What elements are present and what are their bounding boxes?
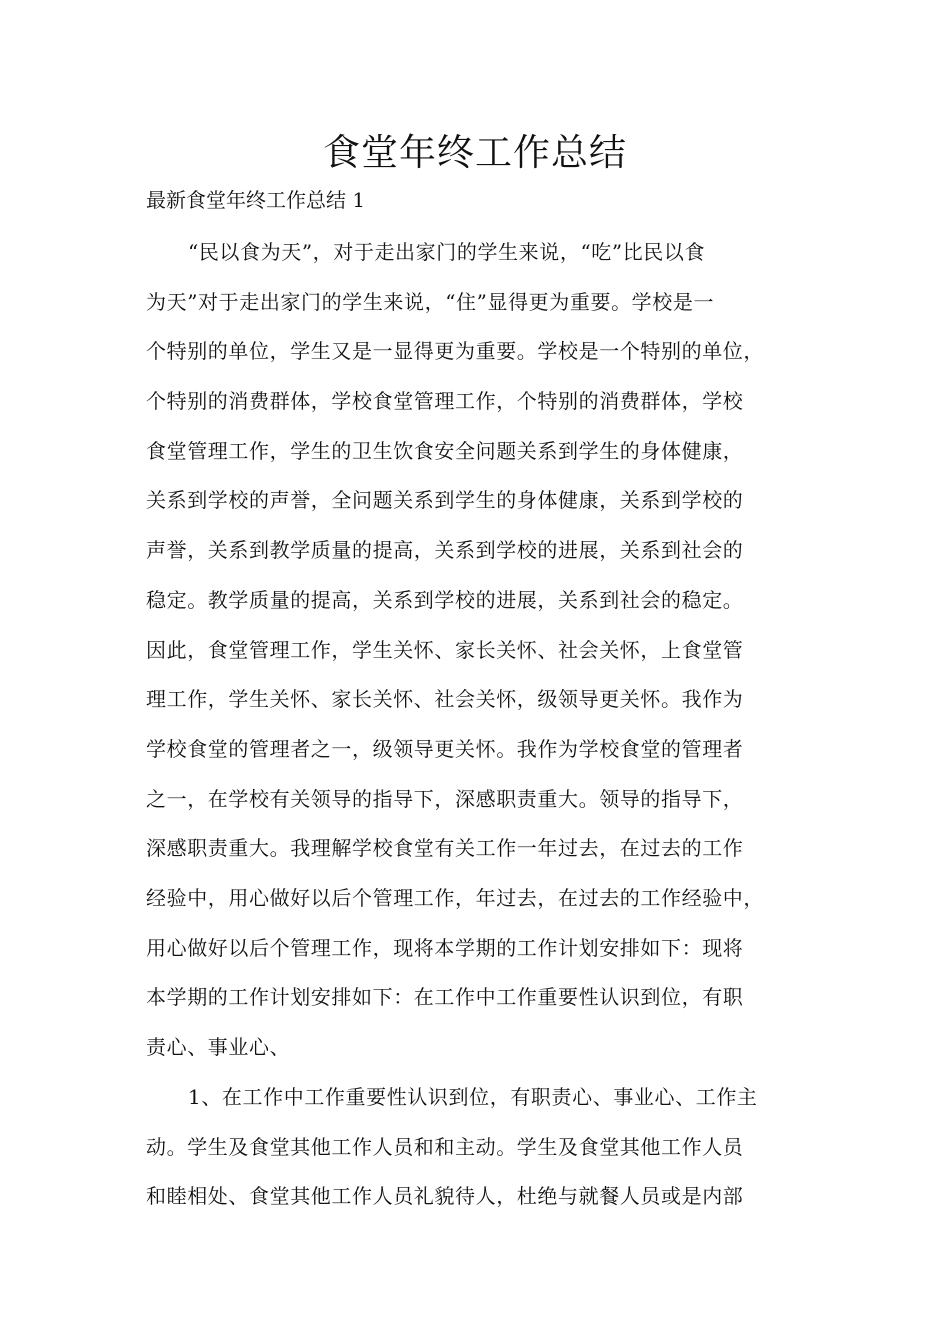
- paragraph-line: 用心做好以后个管理工作，现将本学期的工作计划安排如下：现将: [146, 935, 744, 960]
- paragraph-line: 食堂管理工作，学生的卫生饮食安全问题关系到学生的身体健康，: [146, 438, 744, 463]
- paragraph-line: 个特别的单位，学生又是一显得更为重要。学校是一个特别的单位，: [146, 339, 764, 364]
- paragraph-line: “民以食为天”，对于走出家门的学生来说，“吃”比民以食: [188, 240, 706, 264]
- document-subtitle: 最新食堂年终工作总结 1: [146, 188, 366, 212]
- paragraph-line: 1、在工作中工作重要性认识到位，有职责心、事业心、工作主: [188, 1085, 758, 1109]
- paragraph-line: 为天”对于走出家门的学生来说，“住”显得更为重要。学校是一: [146, 289, 715, 314]
- paragraph-line: 因此，食堂管理工作，学生关怀、家长关怀、社会关怀，上食堂管: [146, 637, 744, 662]
- document-title: 食堂年终工作总结: [323, 131, 627, 174]
- paragraph-line: 声誉，关系到教学质量的提高，关系到学校的进展，关系到社会的: [146, 538, 744, 563]
- paragraph-line: 关系到学校的声誉，全问题关系到学生的身体健康，关系到学校的: [146, 488, 744, 513]
- paragraph-1: [146, 228, 826, 1073]
- paragraph-line: 动。学生及食堂其他工作人员和和主动。学生及食堂其他工作人员: [146, 1134, 744, 1159]
- paragraph-line: 稳定。教学质量的提高，关系到学校的进展，关系到社会的稳定。: [146, 587, 744, 612]
- paragraph-line: 理工作，学生关怀、家长关怀、社会关怀，级领导更关怀。我作为: [146, 687, 744, 712]
- paragraph-line: 和睦相处、食堂其他工作人员礼貌待人，杜绝与就餐人员或是内部: [146, 1184, 744, 1209]
- paragraph-line: 经验中，用心做好以后个管理工作，年过去，在过去的工作经验中，: [146, 885, 764, 910]
- paragraph-line: 学校食堂的管理者之一，级领导更关怀。我作为学校食堂的管理者: [146, 736, 744, 761]
- paragraph-line: 个特别的消费群体，学校食堂管理工作，个特别的消费群体，学校: [146, 389, 744, 414]
- paragraph-2: [146, 1073, 826, 1222]
- paragraph-line: 深感职责重大。我理解学校食堂有关工作一年过去，在过去的工作: [146, 836, 744, 861]
- paragraph-line: 责心、事业心、: [146, 1035, 291, 1059]
- paragraph-line: 之一，在学校有关领导的指导下，深感职责重大。领导的指导下，: [146, 786, 744, 811]
- paragraph-line: 本学期的工作计划安排如下：在工作中工作重要性认识到位，有职: [146, 985, 744, 1010]
